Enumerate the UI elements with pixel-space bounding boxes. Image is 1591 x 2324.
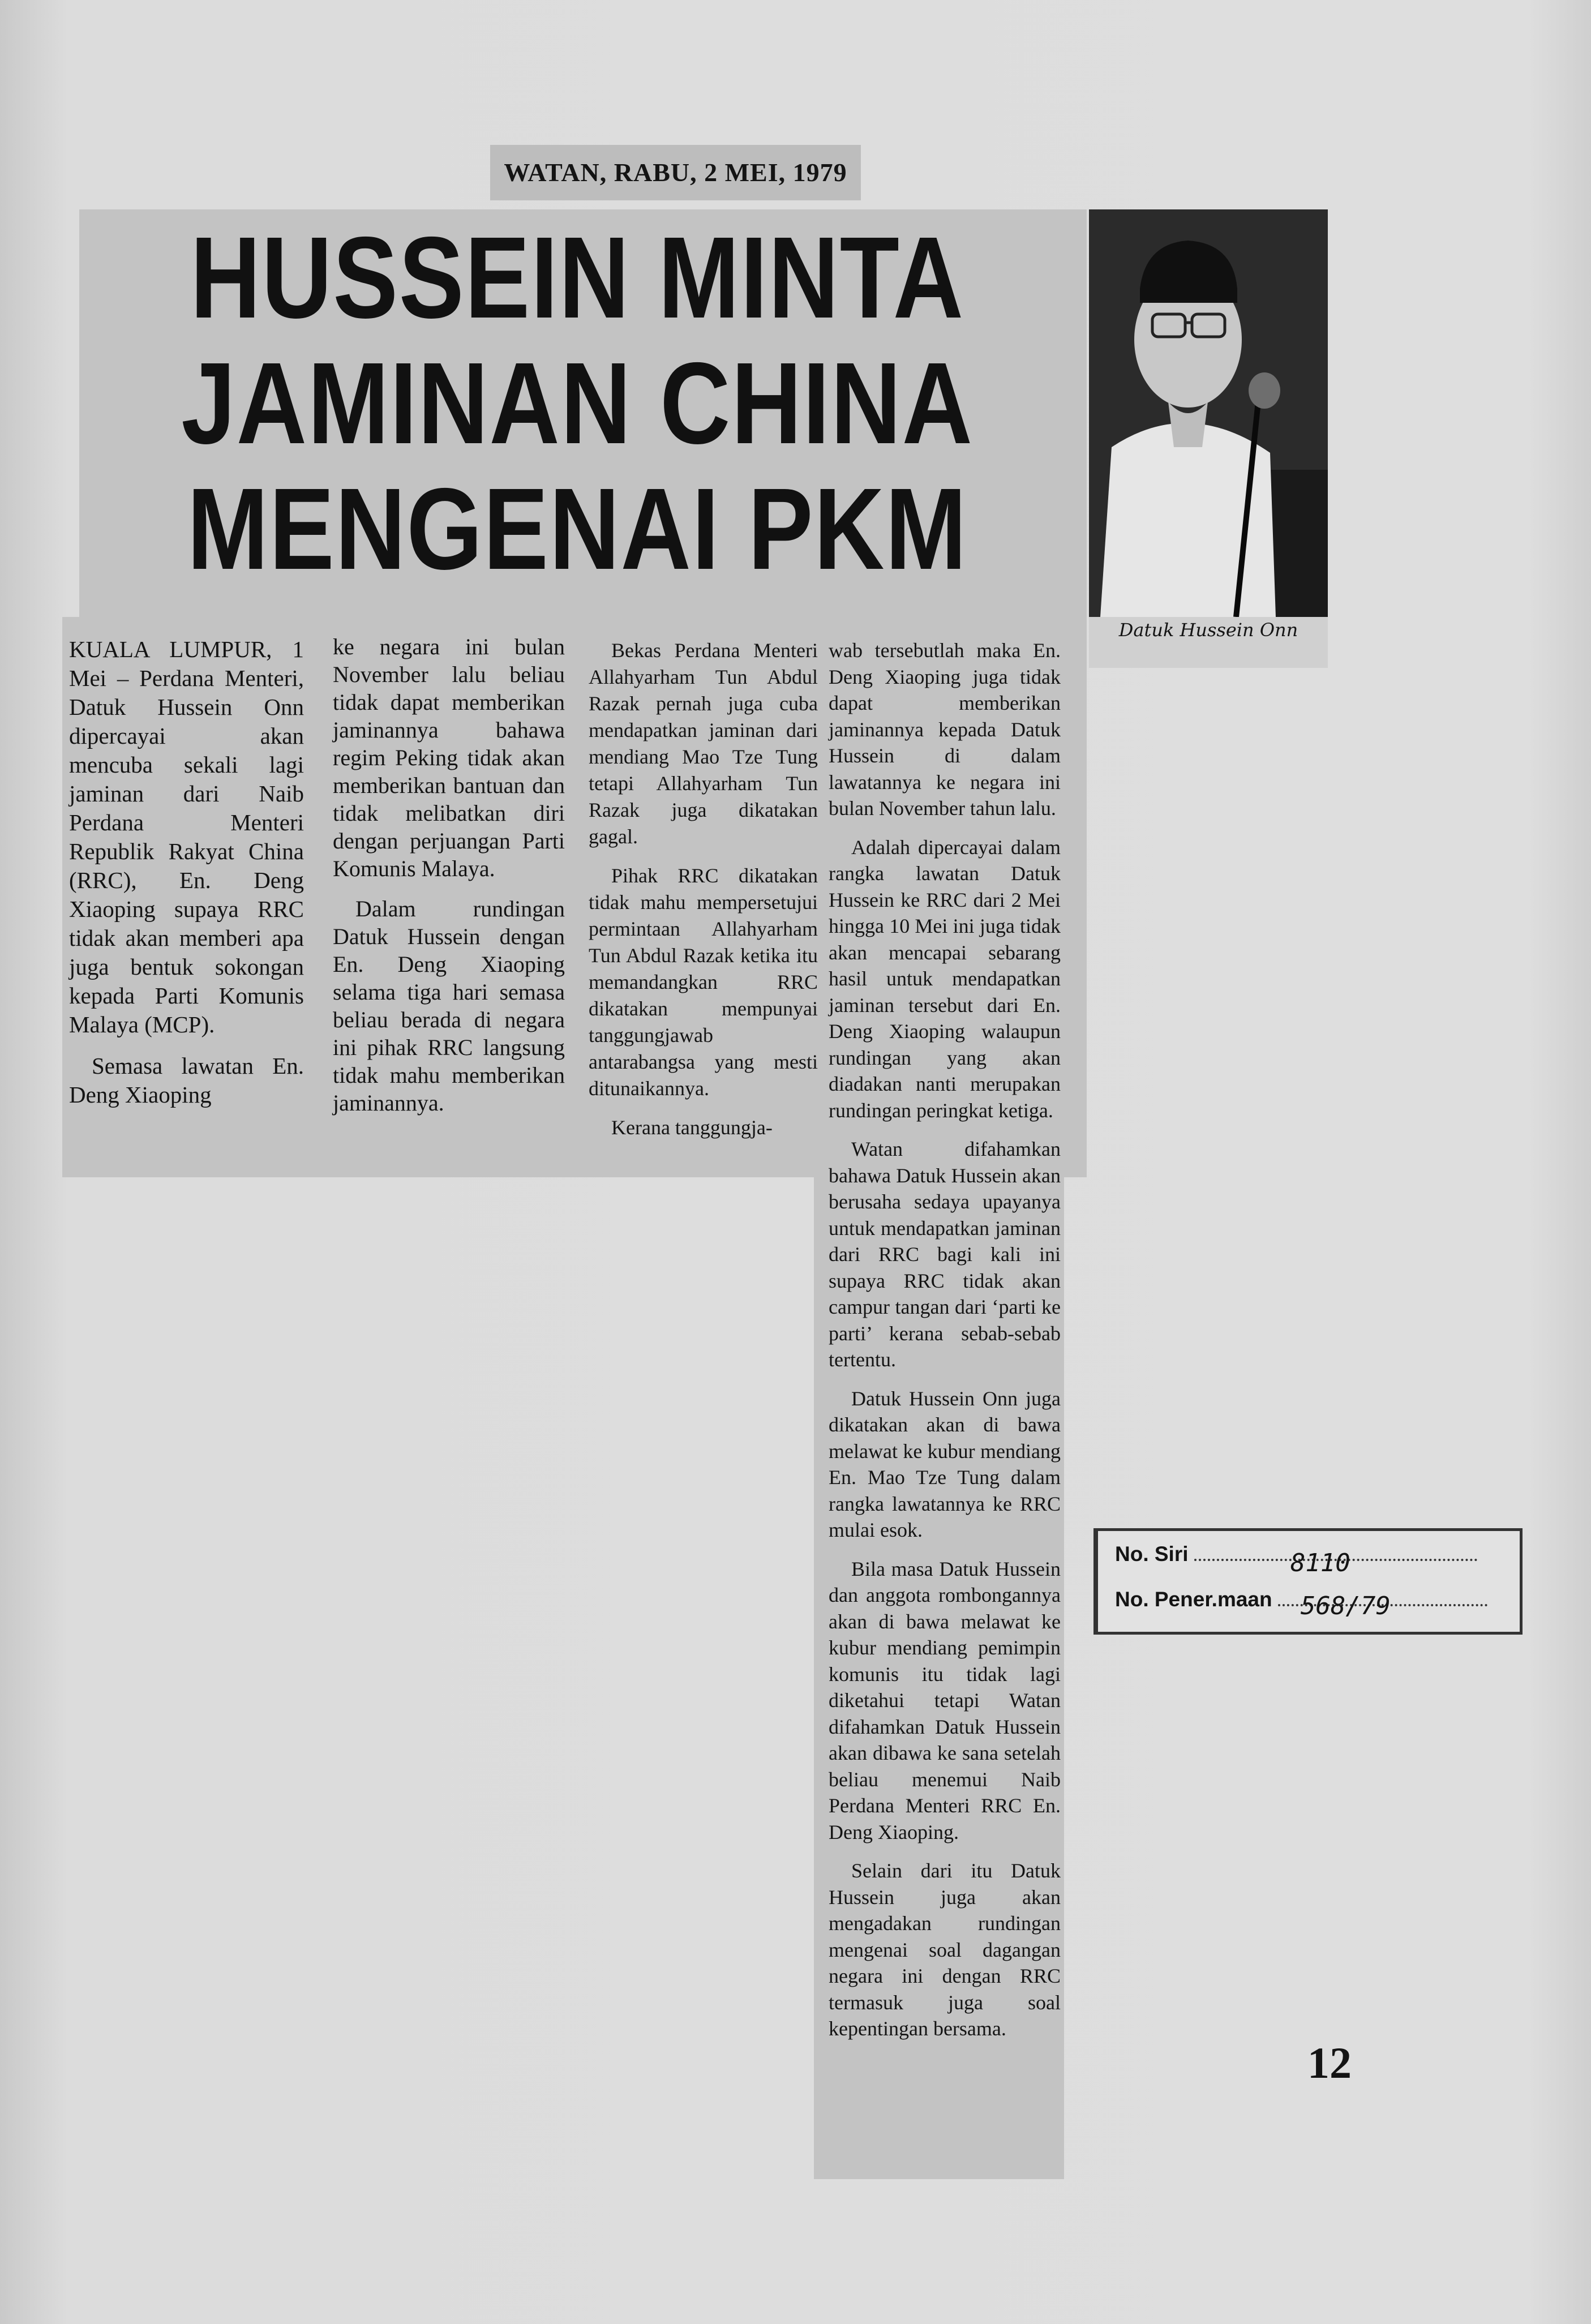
portrait-photo xyxy=(1089,209,1328,617)
paragraph: Semasa lawatan En. Deng Xiaoping xyxy=(69,1053,304,1108)
paragraph: Dalam rundingan Datuk Hussein dengan En. Deng Xiaoping selama tiga hari semasa beliau berada di negara ini pihak RRC langsung tidak mahu memberikan jaminannya. xyxy=(333,896,565,1116)
paragraph: Watan difahamkan bahawa Datuk Hussein akan berusaha sedaya upayanya untuk mendapatkan jaminan dari RRC bagi kali ini supaya RRC tidak akan campur tangan dari ‘parti ke parti’ kerana sebab-sebab tertentu. xyxy=(829,1138,1061,1371)
stamp-row-siri xyxy=(1115,1542,1477,1577)
photo-caption: Datuk Hussein Onn xyxy=(1089,617,1328,668)
article-column-2 xyxy=(333,633,565,1117)
headline-line-1: HUSSEIN MINTA xyxy=(190,213,964,342)
paragraph: Datuk Hussein Onn juga dikatakan akan di bawa melawat ke kubur mendiang En. Mao Tze Tung dalam rangka lawatannya ke RRC mulai esok. xyxy=(829,1387,1061,1541)
siri-value: 8110 xyxy=(1290,1549,1350,1577)
paragraph: Selain dari itu Datuk Hussein juga akan mengadakan rundingan mengenai soal dagangan negara ini dengan RRC termasuk juga soal kepentingan bersama. xyxy=(829,1859,1061,2040)
paragraph: KUALA LUMPUR, 1 Mei – Perdana Menteri, Datuk Hussein Onn dipercayai akan mencuba sekali lagi jaminan dari Naib Perdana Menteri Republik Rakyat China (RRC), En. Deng Xiaoping supaya RRC tidak akan memberi apa juga bentuk sokongan kepada Parti Komunis Malaya (MCP). xyxy=(69,636,304,1037)
siri-field xyxy=(1194,1549,1477,1577)
article-column-3 xyxy=(589,637,818,1141)
headline xyxy=(173,215,981,592)
stamp-row-penerimaan xyxy=(1115,1588,1487,1620)
paragraph: ke negara ini bulan November lalu beliau tidak dapat memberikan jaminannya bahawa regim Peking tidak akan memberikan bantuan dan tidak melibatkan diri dengan perjuangan Parti Komunis Malaya. xyxy=(333,634,565,881)
page-number: 12 xyxy=(1307,2038,1352,2087)
headline-line-2: JAMINAN CHINA xyxy=(181,338,974,468)
penerimaan-field xyxy=(1278,1592,1487,1620)
headline-line-3: MENGENAI PKM xyxy=(187,464,968,594)
penerimaan-label: No. Pener.maan xyxy=(1115,1588,1272,1611)
paragraph: Pihak RRC dikatakan tidak mahu mempersetujui permintaan Allahyarham Tun Abdul Razak ketika itu memandangkan RRC dikatakan mempunyai tanggungjawab antarabangsa yang mesti ditunaikannya. xyxy=(589,864,818,1100)
article-column-4 xyxy=(829,637,1061,2042)
portrait-image xyxy=(1089,209,1328,617)
paragraph: Bila masa Datuk Hussein dan anggota rombongannya akan di bawa melawat ke kubur mendiang pemimpin komunis itu tidak lagi diketahui tetapi Watan difahamkan Datuk Hussein akan dibawa ke sana setelah beliau menemui Naib Perdana Menteri RRC En. Deng Xiaoping. xyxy=(829,1557,1061,1843)
paragraph: Kerana tanggungja- xyxy=(611,1116,773,1139)
paragraph: Adalah dipercayai dalam rangka lawatan Datuk Hussein ke RRC dari 2 Mei hingga 10 Mei ini juga tidak akan mencapai sebarang hasil untuk mendapatkan jaminan tersebut dari En. Deng Xiaoping walaupun rundingan yang akan diadakan nanti merupakan rundingan peringkat ketiga. xyxy=(829,835,1061,1122)
paragraph: wab tersebutlah maka En. Deng Xiaoping juga tidak dapat memberikan jaminannya kepada Datuk Hussein di dalam lawatannya ke negara ini bulan November tahun lalu. xyxy=(829,639,1061,820)
penerimaan-value: 568/79 xyxy=(1300,1592,1391,1620)
article-column-1 xyxy=(69,635,304,1109)
dateline: WATAN, RABU, 2 MEI, 1979 xyxy=(490,145,861,200)
paragraph: Bekas Perdana Menteri Allahyarham Tun Abdul Razak pernah juga cuba mendapatkan jaminan dari mendiang Mao Tze Tung tetapi Allahyarham Tun Razak juga dikatakan gagal. xyxy=(589,639,818,848)
archive-stamp xyxy=(1093,1528,1523,1635)
siri-label: No. Siri xyxy=(1115,1542,1189,1566)
